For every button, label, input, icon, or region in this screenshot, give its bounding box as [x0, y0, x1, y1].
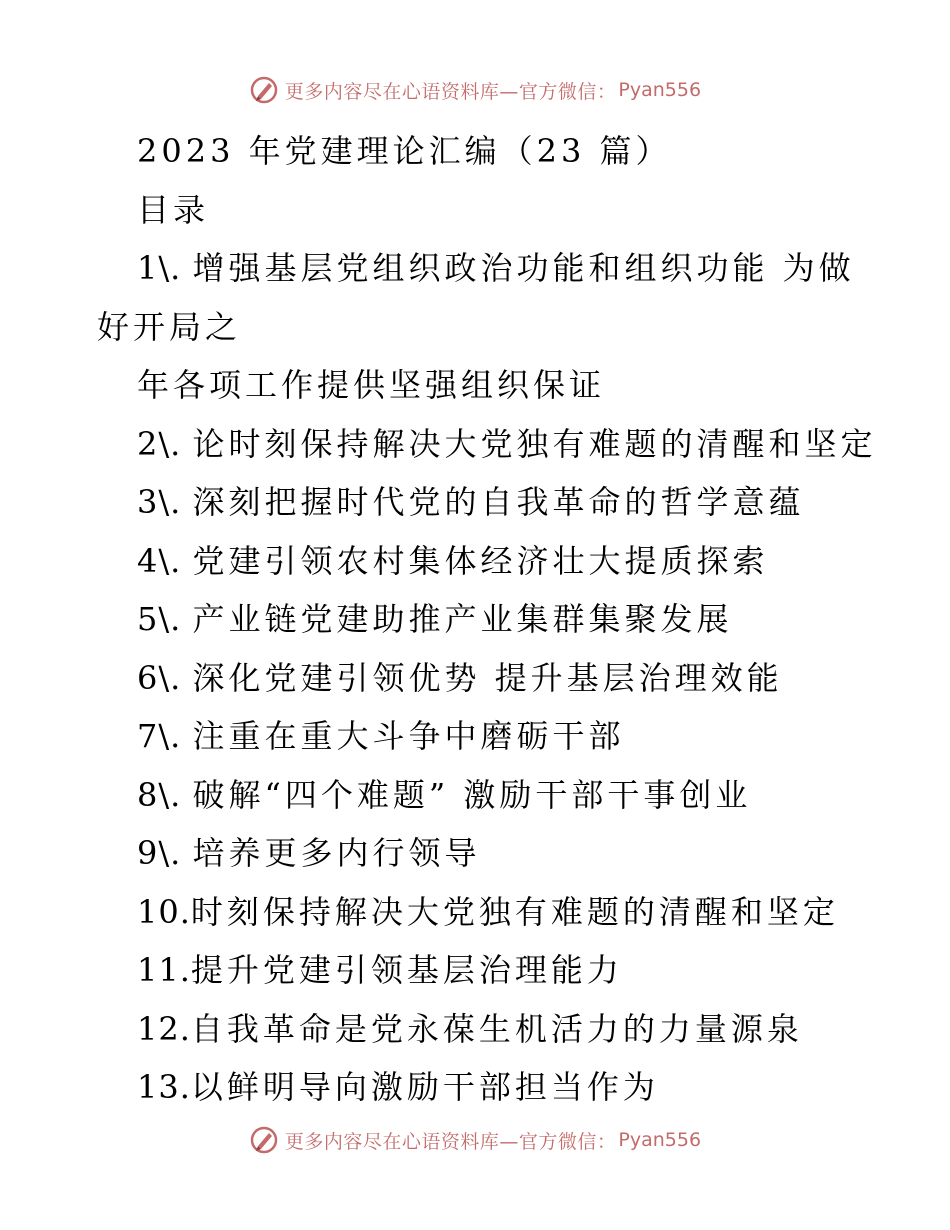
pen-circle-logo-icon	[249, 1125, 279, 1155]
toc-item: 12.自我革命是党永葆生机活力的力量源泉	[137, 1009, 803, 1048]
toc-item: 9\. 培养更多内行领导	[137, 834, 481, 872]
watermark-text: 更多内容尽在心语资料库—官方微信：	[284, 80, 617, 103]
toc-item: 5\. 产业链党建助推产业集群集聚发展	[137, 600, 733, 638]
toc-item: 2\. 论时刻保持解决大党独有难题的清醒和坚定	[137, 424, 877, 463]
toc-item: 1\. 增强基层党组织政治功能和组织功能 为做	[137, 249, 855, 287]
footer-watermark	[0, 1120, 950, 1160]
toc-item: 3\. 深刻把握时代党的自我革命的哲学意蕴	[137, 483, 805, 521]
header-watermark	[0, 70, 950, 110]
toc-item: 7\. 注重在重大斗争中磨砺干部	[137, 717, 625, 755]
watermark-contact: Pyan556	[618, 79, 702, 101]
document-title: 2023 年党建理论汇编（23 篇）	[137, 132, 672, 170]
toc-item-continuation: 年各项工作提供坚强组织保证	[137, 366, 606, 404]
toc-item: 11.提升党建引领基层治理能力	[137, 951, 623, 989]
watermark-contact: Pyan556	[618, 1129, 702, 1151]
document-body	[0, 122, 950, 1117]
toc-item: 4\. 党建引领农村集体经济壮大提质探索	[137, 541, 769, 580]
watermark-text: 更多内容尽在心语资料库—官方微信：	[284, 1130, 617, 1153]
toc-item: 6\. 深化党建引领优势 提升基层治理效能	[137, 658, 783, 697]
toc-item-continuation: 好开局之	[97, 307, 242, 346]
toc-item: 8\. 破解“四个难题” 激励干部干事创业	[137, 775, 752, 814]
pen-circle-logo-icon	[249, 75, 279, 105]
toc-heading: 目录	[137, 190, 210, 229]
toc-item: 10.时刻保持解决大党独有难题的清醒和坚定	[137, 892, 839, 931]
toc-item: 13.以鲜明导向激励干部担当作为	[137, 1068, 659, 1106]
